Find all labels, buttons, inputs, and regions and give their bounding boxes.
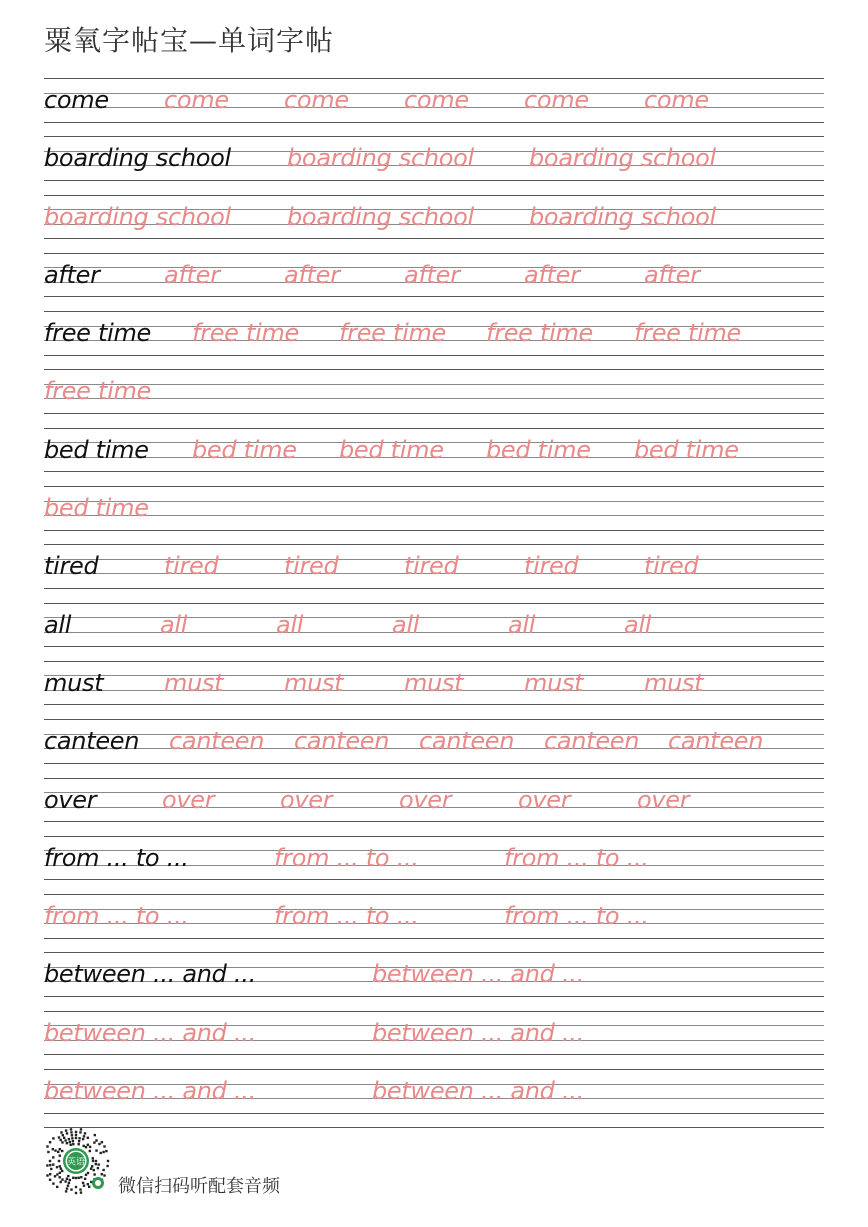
ruled-line <box>44 355 824 356</box>
ruled-line <box>44 544 824 545</box>
ruled-line <box>44 296 824 297</box>
practice-row <box>44 251 824 309</box>
trace-word: canteen <box>169 727 265 756</box>
trace-word: over <box>399 785 452 814</box>
practice-row <box>44 76 824 134</box>
trace-word: must <box>524 668 584 697</box>
practice-row <box>44 776 824 834</box>
trace-word: tired <box>284 552 339 581</box>
trace-word: from ... to ... <box>504 902 649 931</box>
practice-row <box>44 134 824 192</box>
ruled-line <box>44 1011 824 1012</box>
ruled-line <box>44 661 824 662</box>
ruled-line <box>44 996 824 997</box>
trace-word: between ... and ... <box>44 1018 256 1047</box>
ruled-line <box>44 778 824 779</box>
trace-word: between ... and ... <box>44 1077 256 1106</box>
trace-word: all <box>160 610 188 639</box>
practice-row <box>44 1067 824 1125</box>
ruled-line <box>44 369 824 370</box>
trace-word: free time <box>634 319 741 348</box>
model-word: after <box>44 260 100 289</box>
page-title: 粟氧字帖宝—单词字帖 <box>44 24 335 57</box>
model-word: between ... and ... <box>44 960 256 989</box>
model-word: canteen <box>44 727 140 756</box>
ruled-line <box>44 136 824 137</box>
model-word: from ... to ... <box>44 843 189 872</box>
trace-word: from ... to ... <box>504 843 649 872</box>
trace-word: from ... to ... <box>44 902 189 931</box>
trace-word: free time <box>44 377 151 406</box>
ruled-line <box>44 938 824 939</box>
trace-word: between ... and ... <box>372 960 584 989</box>
ruled-line <box>44 122 824 123</box>
practice-row <box>44 892 824 950</box>
model-word: tired <box>44 552 99 581</box>
trace-word: free time <box>192 319 299 348</box>
ruled-line <box>44 646 824 647</box>
trace-word: all <box>392 610 420 639</box>
trace-word: boarding school <box>529 202 716 231</box>
ruled-line <box>44 603 824 604</box>
practice-row <box>44 950 824 1008</box>
model-word: bed time <box>44 435 149 464</box>
trace-word: must <box>164 668 224 697</box>
trace-word: bed time <box>339 435 444 464</box>
trace-word: free time <box>486 319 593 348</box>
practice-row <box>44 1009 824 1067</box>
practice-row <box>44 367 824 425</box>
trace-word: bed time <box>192 435 297 464</box>
footer <box>40 1125 440 1205</box>
trace-word: tired <box>404 552 459 581</box>
trace-word: come <box>284 86 349 114</box>
trace-word: over <box>518 785 571 814</box>
trace-word: bed time <box>634 435 739 464</box>
ruled-line <box>44 180 824 181</box>
ruled-line <box>44 486 824 487</box>
trace-word: between ... and ... <box>372 1077 584 1106</box>
model-word: over <box>44 785 97 814</box>
trace-word: bed time <box>486 435 591 464</box>
trace-word: after <box>284 260 340 289</box>
trace-word: come <box>164 86 229 114</box>
ruled-line <box>44 763 824 764</box>
ruled-line <box>44 78 824 79</box>
trace-word: come <box>404 86 469 114</box>
trace-word: canteen <box>668 727 764 756</box>
ruled-line <box>44 704 824 705</box>
ruled-line <box>44 588 824 589</box>
trace-word: boarding school <box>529 144 716 173</box>
trace-word: from ... to ... <box>274 843 419 872</box>
practice-row <box>44 309 824 367</box>
trace-word: come <box>524 86 589 114</box>
qr-code-icon[interactable] <box>40 1125 112 1197</box>
practice-row <box>44 601 824 659</box>
trace-word: over <box>280 785 333 814</box>
trace-word: canteen <box>294 727 390 756</box>
trace-word: boarding school <box>44 202 231 231</box>
practice-row <box>44 193 824 251</box>
trace-word: tired <box>644 552 699 581</box>
trace-word: after <box>404 260 460 289</box>
trace-word: must <box>644 668 704 697</box>
ruled-line <box>44 428 824 429</box>
practice-row <box>44 484 824 542</box>
practice-row <box>44 659 824 717</box>
ruled-line <box>44 821 824 822</box>
trace-word: free time <box>339 319 446 348</box>
ruled-line <box>44 894 824 895</box>
trace-word: all <box>508 610 536 639</box>
trace-word: canteen <box>544 727 640 756</box>
trace-word: canteen <box>419 727 515 756</box>
trace-word: over <box>637 785 690 814</box>
trace-word: after <box>164 260 220 289</box>
practice-sheet <box>44 76 824 1126</box>
model-word: all <box>44 610 72 639</box>
ruled-line <box>44 530 824 531</box>
ruled-line <box>44 253 824 254</box>
ruled-line <box>44 471 824 472</box>
ruled-line <box>44 1113 824 1114</box>
model-word: come <box>44 86 109 114</box>
practice-row <box>44 834 824 892</box>
ruled-line <box>44 1054 824 1055</box>
trace-word: after <box>524 260 580 289</box>
trace-word: after <box>644 260 700 289</box>
qr-badge-label: 英语 <box>66 1157 86 1168</box>
ruled-line <box>44 311 824 312</box>
trace-word: over <box>162 785 215 814</box>
trace-word: all <box>624 610 652 639</box>
model-word: must <box>44 668 104 697</box>
trace-word: come <box>644 86 709 114</box>
ruled-line <box>44 398 824 399</box>
ruled-line <box>44 879 824 880</box>
trace-word: tired <box>164 552 219 581</box>
ruled-line <box>44 501 824 502</box>
trace-word: boarding school <box>287 144 474 173</box>
ruled-line <box>44 719 824 720</box>
practice-row <box>44 717 824 775</box>
trace-word: tired <box>524 552 579 581</box>
ruled-line <box>44 413 824 414</box>
model-word: free time <box>44 319 151 348</box>
ruled-line <box>44 952 824 953</box>
trace-word: boarding school <box>287 202 474 231</box>
trace-word: from ... to ... <box>274 902 419 931</box>
trace-word: must <box>404 668 464 697</box>
ruled-line <box>44 1069 824 1070</box>
practice-row <box>44 542 824 600</box>
model-word: boarding school <box>44 144 231 173</box>
ruled-line <box>44 238 824 239</box>
practice-row <box>44 426 824 484</box>
trace-word: all <box>276 610 304 639</box>
trace-word: between ... and ... <box>372 1018 584 1047</box>
trace-word: bed time <box>44 494 149 523</box>
ruled-line <box>44 836 824 837</box>
ruled-line <box>44 384 824 385</box>
footer-caption: 微信扫码听配套音频 <box>118 1176 280 1197</box>
ruled-line <box>44 515 824 516</box>
trace-word: must <box>284 668 344 697</box>
ruled-line <box>44 195 824 196</box>
